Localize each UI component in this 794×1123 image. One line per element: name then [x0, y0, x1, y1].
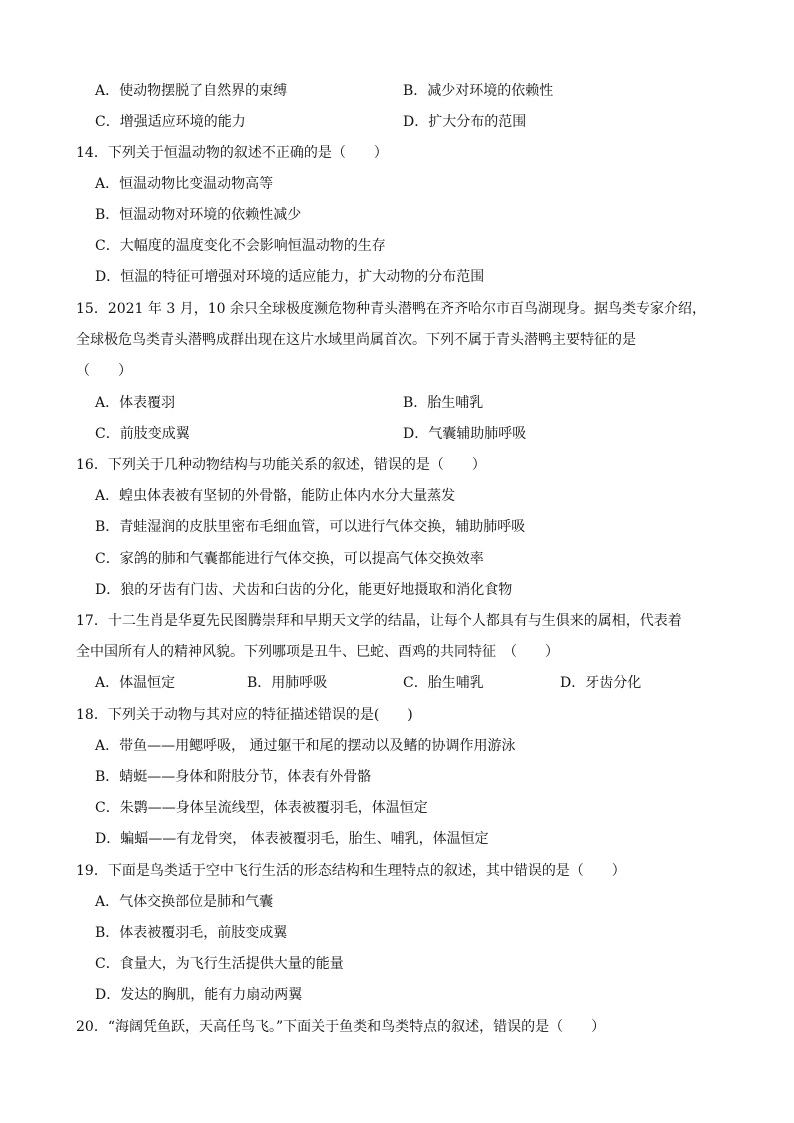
q19-stem: 19．下面是鸟类适于空中飞行生活的形态结构和生理特点的叙述，其中错误的是（ ）	[76, 863, 626, 879]
q14-option-d: D．恒温的特征可增强对环境的适应能力，扩大动物的分布范围	[95, 269, 485, 285]
q19-option-c: C．食量大，为飞行生活提供大量的能量	[95, 956, 344, 972]
q14-option-a: A．恒温动物比变温动物高等	[95, 176, 274, 192]
q15-option-a: A．体表覆羽	[95, 395, 176, 411]
q15-option-b: B．胎生哺乳	[403, 395, 484, 411]
q18-option-d: D．蝙蝠——有龙骨突， 体表被覆羽毛，胎生、哺乳，体温恒定	[95, 831, 489, 847]
q14-option-c: C．大幅度的温度变化不会影响恒温动物的生存	[95, 238, 386, 254]
q16-option-c: C．家鸽的肺和气囊都能进行气体交换，可以提高气体交换效率	[95, 551, 484, 567]
q16-option-b: B．青蛙湿润的皮肤里密布毛细血管，可以进行气体交换，辅助肺呼吸	[95, 519, 526, 535]
q16-option-d: D．狼的牙齿有门齿、犬齿和臼齿的分化，能更好地摄取和消化食物	[95, 582, 513, 598]
q13-option-b: B．减少对环境的依赖性	[403, 83, 554, 99]
q18-option-a: A．带鱼——用鳃呼吸， 通过躯干和尾的摆动以及鳍的协调作用游泳	[95, 738, 516, 754]
q20-stem: 20．“海阔凭鱼跃，天高任鸟飞。”下面关于鱼类和鸟类特点的叙述，错误的是（ ）	[76, 1019, 606, 1035]
q13-option-a: A．使动物摆脱了自然界的束缚	[95, 83, 288, 99]
q14-stem: 14．下列关于恒温动物的叙述不正确的是（ ）	[76, 145, 388, 161]
q19-option-d: D．发达的胸肌，能有力扇动两翼	[95, 987, 303, 1003]
q15-stem-line3: （ ）	[76, 363, 132, 379]
q13-option-d: D．扩大分布的范围	[403, 114, 527, 130]
q19-option-b: B．体表被覆羽毛，前肢变成翼	[95, 925, 288, 941]
q17-option-d: D．牙齿分化	[560, 675, 642, 691]
q15-stem-line1: 15．2021 年 3 月，10 余只全球极度濒危物种青头潜鸭在齐齐哈尔市百鸟湖现身。据鸟类专家介绍，	[76, 301, 706, 317]
q14-option-b: B．恒温动物对环境的依赖性减少	[95, 207, 302, 223]
q16-option-a: A．蝗虫体表被有坚韧的外骨骼，能防止体内水分大量蒸发	[95, 488, 456, 504]
q17-option-c: C．胎生哺乳	[403, 675, 484, 691]
q16-stem: 16．下列关于几种动物结构与功能关系的叙述，错误的是（ ）	[76, 457, 486, 473]
q18-stem: 18．下列关于动物与其对应的特征描述错误的是( )	[76, 707, 413, 723]
q15-stem-line2: 全球极危鸟类青头潜鸭成群出现在这片水域里尚属首次。下列不属于青头潜鸭主要特征的是	[76, 332, 636, 348]
q13-option-c: C．增强适应环境的能力	[95, 114, 246, 130]
q17-option-b: B．用肺呼吸	[247, 675, 328, 691]
q17-stem-line2: 全中国所有人的精神风貌。下列哪项是丑牛、巳蛇、酉鸡的共同特征 （ ）	[76, 644, 559, 660]
q19-option-a: A．气体交换部位是肺和气囊	[95, 894, 274, 910]
q18-option-c: C．朱鹮——身体呈流线型，体表被覆羽毛，体温恒定	[95, 800, 428, 816]
q15-option-c: C．前肢变成翼	[95, 426, 190, 442]
q17-option-a: A．体温恒定	[95, 675, 176, 691]
q17-stem-line1: 17．十二生肖是华夏先民图腾崇拜和早期天文学的结晶，让每个人都具有与生俱来的属相，代表着	[76, 613, 682, 629]
q15-option-d: D．气囊辅助肺呼吸	[403, 426, 527, 442]
q18-option-b: B．蜻蜓——身体和附肢分节，体表有外骨骼	[95, 769, 372, 785]
